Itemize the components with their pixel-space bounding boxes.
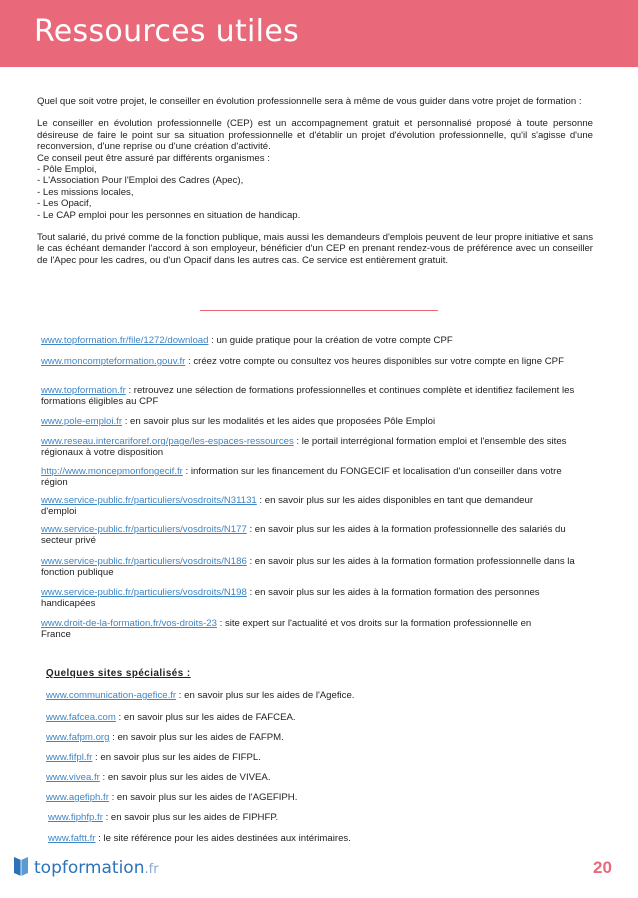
topformation-logo[interactable] xyxy=(12,855,159,881)
resource-link[interactable]: www.service-public.fr/particuliers/vosdroits/N186 xyxy=(41,556,247,567)
resource-link[interactable]: www.service-public.fr/particuliers/vosdroits/N177 xyxy=(41,524,247,535)
specialized-site-desc: : en savoir plus sur les aides de FIPHFP. xyxy=(102,812,279,823)
specialized-site-desc: : en savoir plus sur les aides de FAFPM. xyxy=(109,732,284,743)
specialized-site-item xyxy=(46,712,296,723)
specialized-site-item xyxy=(46,732,284,743)
specialized-site-item xyxy=(46,690,354,701)
specialized-site-desc: : le site référence pour les aides destinées aux intérimaires. xyxy=(95,833,351,844)
specialized-site-item xyxy=(46,792,297,803)
book-icon xyxy=(12,854,30,883)
resource-link[interactable]: http://www.moncepmonfongecif.fr xyxy=(41,466,183,477)
page-number: 20 xyxy=(593,858,612,877)
resource-link-item xyxy=(41,467,581,488)
specialized-site-link[interactable]: www.fifpl.fr xyxy=(46,752,93,763)
resource-link-item xyxy=(41,619,561,640)
intro-paragraph-3: Ce conseil peut être assuré par différents organismes : xyxy=(37,152,270,164)
resource-link[interactable]: www.droit-de-la-formation.fr/vos-droits-23 xyxy=(41,618,217,629)
specialized-site-link[interactable]: www.communication-agefice.fr xyxy=(46,690,177,701)
specialized-sites-heading: Quelques sites spécialisés : xyxy=(46,668,191,679)
organism-item: - L'Association Pour l'Emploi des Cadres (Apec), xyxy=(37,175,244,187)
resource-link-desc: : créez votre compte ou consultez vos heures disponibles sur votre compte en ligne CPF xyxy=(185,356,564,367)
resource-link-desc: : le portail interrégional formation emploi et l'ensemble des sites régionaux à votre disposition xyxy=(41,436,567,458)
specialized-site-desc: : en savoir plus sur les aides de l'Agefice. xyxy=(176,690,355,701)
resource-link[interactable]: www.service-public.fr/particuliers/vosdroits/N198 xyxy=(41,587,247,598)
resource-link-desc: : en savoir plus sur les modalités et les aides que proposées Pôle Emploi xyxy=(122,416,436,427)
resource-link-desc: : en savoir plus sur les aides à la formation professionnelle des salariés du secteur privé xyxy=(41,524,566,546)
specialized-site-link[interactable]: www.vivea.fr xyxy=(46,772,100,783)
organism-item: - Les missions locales, xyxy=(37,186,134,198)
resource-link-item xyxy=(41,496,571,517)
organism-item: - Les Opacif, xyxy=(37,198,92,210)
resource-link-item xyxy=(41,386,581,407)
resource-link-desc: : en savoir plus sur les aides disponibles en tant que demandeur d'emploi xyxy=(41,495,534,517)
specialized-site-desc: : en savoir plus sur les aides de VIVEA. xyxy=(99,772,271,783)
organism-item: - Pôle Emploi, xyxy=(37,164,97,176)
specialized-site-item xyxy=(46,772,270,783)
specialized-site-link[interactable]: www.faftt.fr xyxy=(48,833,96,844)
resource-link-item xyxy=(41,588,586,609)
specialized-site-link[interactable]: www.fafpm.org xyxy=(46,732,110,743)
specialized-site-item xyxy=(48,833,351,844)
divider xyxy=(200,310,438,311)
resource-link[interactable]: www.topformation.fr/file/1272/download xyxy=(41,335,209,346)
resource-link-desc: : un guide pratique pour la création de votre compte CPF xyxy=(208,335,453,346)
logo-text: topformation.fr xyxy=(34,858,159,878)
specialized-site-item xyxy=(46,752,261,763)
intro-paragraph-4: Tout salarié, du privé comme de la fonction publique, mais aussi les demandeurs d'emplois peuvent de leur propre initiative et sans le cas échéant demander l'accord à son employeur, bénéficier d'un CEP en prenant rendez-vous de préférence avec un conseiller de l'Apec pour les cadres, ou d'un Opacif dans les autres cas. Ce service est entièrement gratuit. xyxy=(37,232,593,266)
resource-link-desc: : en savoir plus sur les aides à la formation formation des personnes handicapées xyxy=(41,587,540,609)
specialized-site-desc: : en savoir plus sur les aides de FIFPL. xyxy=(92,752,261,763)
resource-link-item xyxy=(41,525,586,546)
specialized-site-link[interactable]: www.agefiph.fr xyxy=(46,792,109,803)
resource-link-item xyxy=(41,336,581,347)
specialized-site-item xyxy=(48,812,278,823)
resource-link-desc: : information sur les financement du FONGECIF et localisation d'un conseiller dans votre région xyxy=(41,466,562,488)
intro-paragraph-2: Le conseiller en évolution professionnelle (CEP) est un accompagnement gratuit et personnalisé proposé à toute personne désireuse de faire le point sur sa situation professionnelle et d'établir un projet d'évolution professionnelle, qu'il s'agisse d'une reconversion, d'une reprise ou d'une création d'activité. xyxy=(37,118,593,153)
specialized-site-link[interactable]: www.fiphfp.fr xyxy=(48,812,103,823)
resource-link[interactable]: www.service-public.fr/particuliers/vosdroits/N31131 xyxy=(41,495,257,506)
specialized-site-link[interactable]: www.fafcea.com xyxy=(46,712,116,723)
resource-link-item xyxy=(41,357,571,368)
resource-link[interactable]: www.moncompteformation.gouv.fr xyxy=(41,356,186,367)
resource-link-desc: : retrouvez une sélection de formations professionnelles et continues complète et identifiez facilement les formations éligibles au CPF xyxy=(41,385,575,407)
resource-link[interactable]: www.pole-emploi.fr xyxy=(41,416,123,427)
resource-link-item xyxy=(41,437,601,458)
resource-link[interactable]: www.topformation.fr xyxy=(41,385,126,396)
resource-link-desc: : en savoir plus sur les aides à la formation formation professionnelle dans la fonction publique xyxy=(41,556,575,578)
resource-link[interactable]: www.reseau.intercariforef.org/page/les-espaces-ressources xyxy=(41,436,294,447)
intro-paragraph-1: Quel que soit votre projet, le conseiller en évolution professionnelle sera à même de vous guider dans votre projet de formation : xyxy=(37,96,582,107)
intro-text xyxy=(37,96,593,266)
specialized-site-desc: : en savoir plus sur les aides de FAFCEA. xyxy=(115,712,296,723)
organism-item: - Le CAP emploi pour les personnes en situation de handicap. xyxy=(37,209,301,221)
resource-link-desc: : site expert sur l'actualité et vos droits sur la formation professionnelle en France xyxy=(41,618,532,640)
resource-link-item xyxy=(41,557,586,578)
resource-link-item xyxy=(41,417,581,428)
specialized-site-desc: : en savoir plus sur les aides de l'AGEFIPH. xyxy=(108,792,298,803)
page-title: Ressources utiles xyxy=(34,14,300,49)
